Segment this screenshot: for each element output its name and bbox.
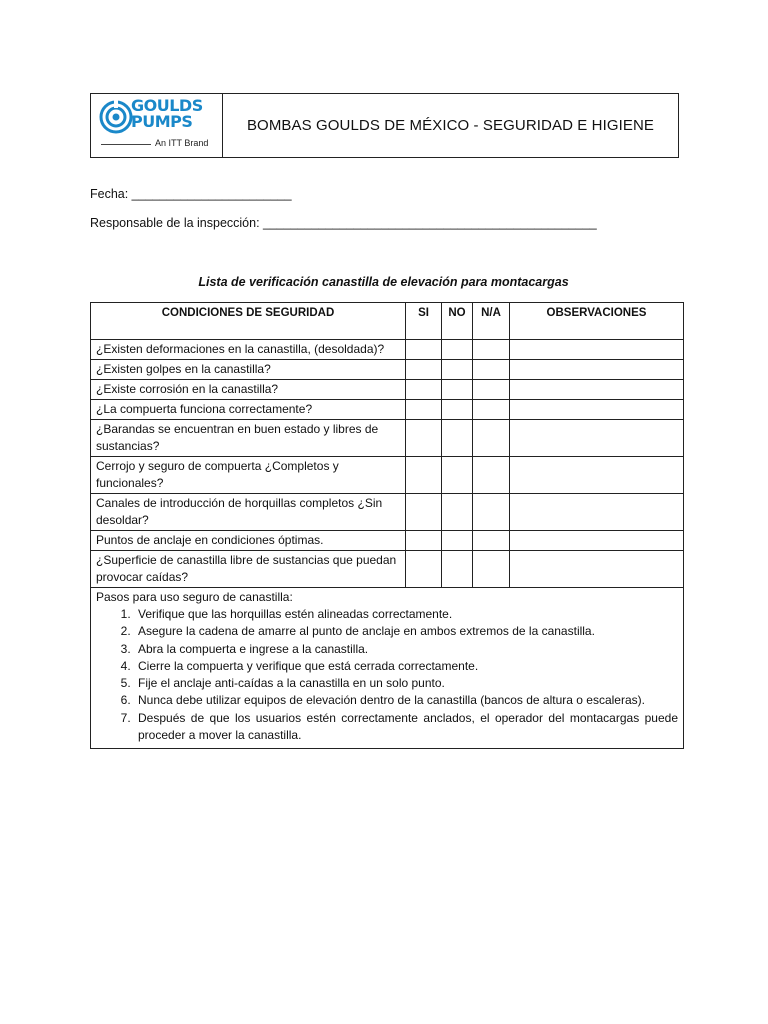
no-cell (442, 340, 473, 360)
observaciones-cell (510, 360, 684, 380)
na-cell (473, 340, 510, 360)
step-item: 1. Verifique que las horquillas estén alineadas correctamente. (134, 606, 678, 623)
na-cell (473, 360, 510, 380)
header-condiciones: CONDICIONES DE SEGURIDAD (91, 303, 406, 340)
observaciones-cell (510, 457, 684, 494)
logo-divider (101, 144, 151, 145)
no-cell (442, 420, 473, 457)
no-cell (442, 400, 473, 420)
table-row (91, 531, 684, 551)
step-item: 2. Asegure la cadena de amarre al punto de anclaje en ambos extremos de la canastilla. (134, 623, 678, 640)
observaciones-cell (510, 420, 684, 457)
condition-text: Puntos de anclaje en condiciones óptimas. (91, 531, 406, 551)
no-cell (442, 380, 473, 400)
document-title: BOMBAS GOULDS DE MÉXICO - SEGURIDAD E HIGIENE (246, 117, 655, 134)
table-row (91, 494, 684, 531)
condition-text: ¿Existen deformaciones en la canastilla, (desoldada)? (91, 340, 406, 360)
na-cell (473, 494, 510, 531)
table-row (91, 400, 684, 420)
table-row (91, 551, 684, 588)
observaciones-cell (510, 494, 684, 531)
steps-row (91, 588, 684, 749)
no-cell (442, 494, 473, 531)
si-cell (406, 340, 442, 360)
observaciones-cell (510, 380, 684, 400)
logo-brand-text: An ITT Brand (155, 138, 209, 148)
safety-checklist-table (90, 302, 684, 749)
checklist-title: Lista de verificación canastilla de elevación para montacargas (198, 275, 569, 289)
condition-text: ¿La compuerta funciona correctamente? (91, 400, 406, 420)
table-row (91, 340, 684, 360)
step-item: 4. Cierre la compuerta y verifique que está cerrada correctamente. (134, 658, 678, 675)
table-header-row (91, 303, 684, 340)
condition-text: ¿Existe corrosión en la canastilla? (91, 380, 406, 400)
responsable-field: Responsable de la inspección: ________________________________________________ (90, 216, 597, 230)
no-cell (442, 457, 473, 494)
observaciones-cell (510, 340, 684, 360)
observaciones-cell (510, 531, 684, 551)
header-box (90, 93, 679, 158)
table-row (91, 360, 684, 380)
si-cell (406, 531, 442, 551)
header-observaciones: OBSERVACIONES (510, 303, 684, 340)
no-cell (442, 360, 473, 380)
condition-text: ¿Superficie de canastilla libre de sustancias que puedan provocar caídas? (91, 551, 406, 588)
na-cell (473, 457, 510, 494)
header-na: N/A (473, 303, 510, 340)
na-cell (473, 551, 510, 588)
si-cell (406, 420, 442, 457)
step-item: 7. Después de que los usuarios estén correctamente anclados, el operador del montacargas puede proceder a mover la canastilla. (134, 710, 678, 745)
observaciones-cell (510, 400, 684, 420)
header-no: NO (442, 303, 473, 340)
steps-intro: Pasos para uso seguro de canastilla: (96, 590, 293, 604)
na-cell (473, 400, 510, 420)
step-item: 3. Abra la compuerta e ingrese a la canastilla. (134, 641, 678, 658)
si-cell (406, 551, 442, 588)
logo-text-pumps: PUMPS (131, 112, 193, 131)
goulds-logo-icon (99, 100, 133, 134)
condition-text: ¿Existen golpes en la canastilla? (91, 360, 406, 380)
na-cell (473, 420, 510, 457)
table-row (91, 420, 684, 457)
steps-list (96, 606, 678, 744)
step-item: 5. Fije el anclaje anti-caídas a la canastilla en un solo punto. (134, 675, 678, 692)
logo-text-goulds: GOULDS (131, 96, 203, 115)
step-item: 6. Nunca debe utilizar equipos de elevación dentro de la canastilla (bancos de altura o escaleras). (134, 692, 678, 709)
si-cell (406, 494, 442, 531)
company-logo (91, 94, 223, 157)
fecha-field: Fecha: _______________________ (90, 187, 292, 201)
si-cell (406, 360, 442, 380)
header-si: SI (406, 303, 442, 340)
condition-text: Canales de introducción de horquillas completos ¿Sin desoldar? (91, 494, 406, 531)
si-cell (406, 457, 442, 494)
observaciones-cell (510, 551, 684, 588)
na-cell (473, 531, 510, 551)
condition-text: ¿Barandas se encuentran en buen estado y libres de sustancias? (91, 420, 406, 457)
na-cell (473, 380, 510, 400)
no-cell (442, 531, 473, 551)
steps-cell (91, 588, 684, 749)
si-cell (406, 400, 442, 420)
no-cell (442, 551, 473, 588)
table-row (91, 380, 684, 400)
condition-text: Cerrojo y seguro de compuerta ¿Completos y funcionales? (91, 457, 406, 494)
si-cell (406, 380, 442, 400)
table-row (91, 457, 684, 494)
